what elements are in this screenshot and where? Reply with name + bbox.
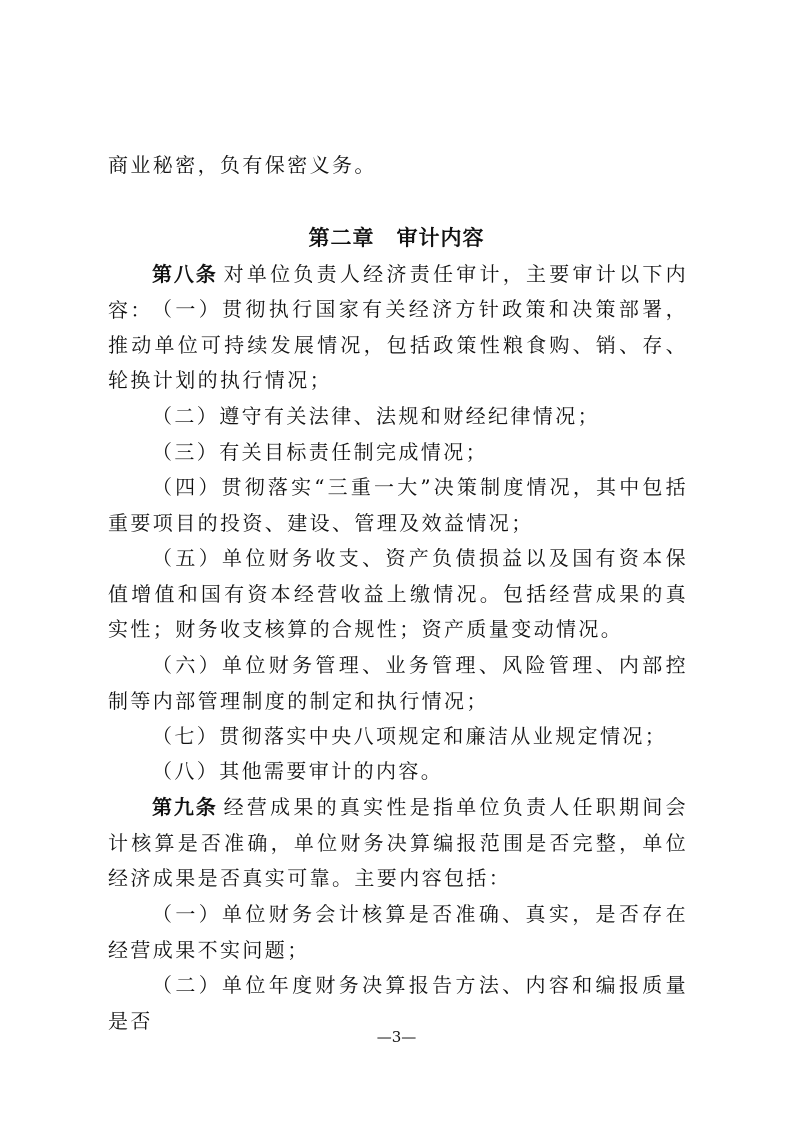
article-8-item-7: （七）贯彻落实中央八项规定和廉洁从业规定情况； <box>152 724 668 748</box>
article-8-intro-text: 对单位负责人经济责任审计，主要审计以下内容： <box>108 262 689 322</box>
article-8-item-2: （二）遵守有关法律、法规和财经纪律情况； <box>152 404 600 428</box>
page-number: —3— <box>376 1028 417 1046</box>
article-8-item-5: （五）单位财务收支、资产负债损益以及国有资本保值增值和国有资本经营收益上缴情况。包括经营成果的真实性；财务收支核算的合规性；资产质量变动情况。 <box>108 546 688 641</box>
continuation-text: 商业秘密，负有保密义务。 <box>108 153 377 177</box>
article-9-intro-text: 经营成果的真实性是指单位负责人任职期间会计核算是否准确，单位财务决算编报范围是否完整，单位经济成果是否真实可靠。主要内容包括： <box>108 795 689 890</box>
chapter-number: 第二章 <box>308 226 375 250</box>
article-8-item-6: （六）单位财务管理、业务管理、风险管理、内部控制等内部管理制度的制定和执行情况； <box>108 653 688 713</box>
article-8-label: 第八条 <box>152 262 218 286</box>
article-9-label: 第九条 <box>152 795 218 819</box>
article-8-item-8: （八）其他需要审计的内容。 <box>152 759 444 783</box>
article-8-item-1: （一）贯彻执行国家有关经济方针政策和决策部署，推动单位可持续发展情况，包括政策性粮食购、销、存、轮换计划的执行情况； <box>108 297 688 392</box>
chapter-title: 审计内容 <box>396 226 485 250</box>
chapter-heading <box>0 222 793 254</box>
article-8-item-4: （四）贯彻落实“三重一大”决策制度情况，其中包括重要项目的投资、建设、管理及效益情况； <box>108 475 688 535</box>
article-9-item-2: （二）单位年度财务决算报告方法、内容和编报质量是否 <box>108 973 688 1033</box>
article-8-item-3: （三）有关目标责任制完成情况； <box>152 440 488 464</box>
article-9-item-1: （一）单位财务会计核算是否准确、真实，是否存在经营成果不实问题； <box>108 902 688 962</box>
article-9-intro <box>108 790 688 897</box>
